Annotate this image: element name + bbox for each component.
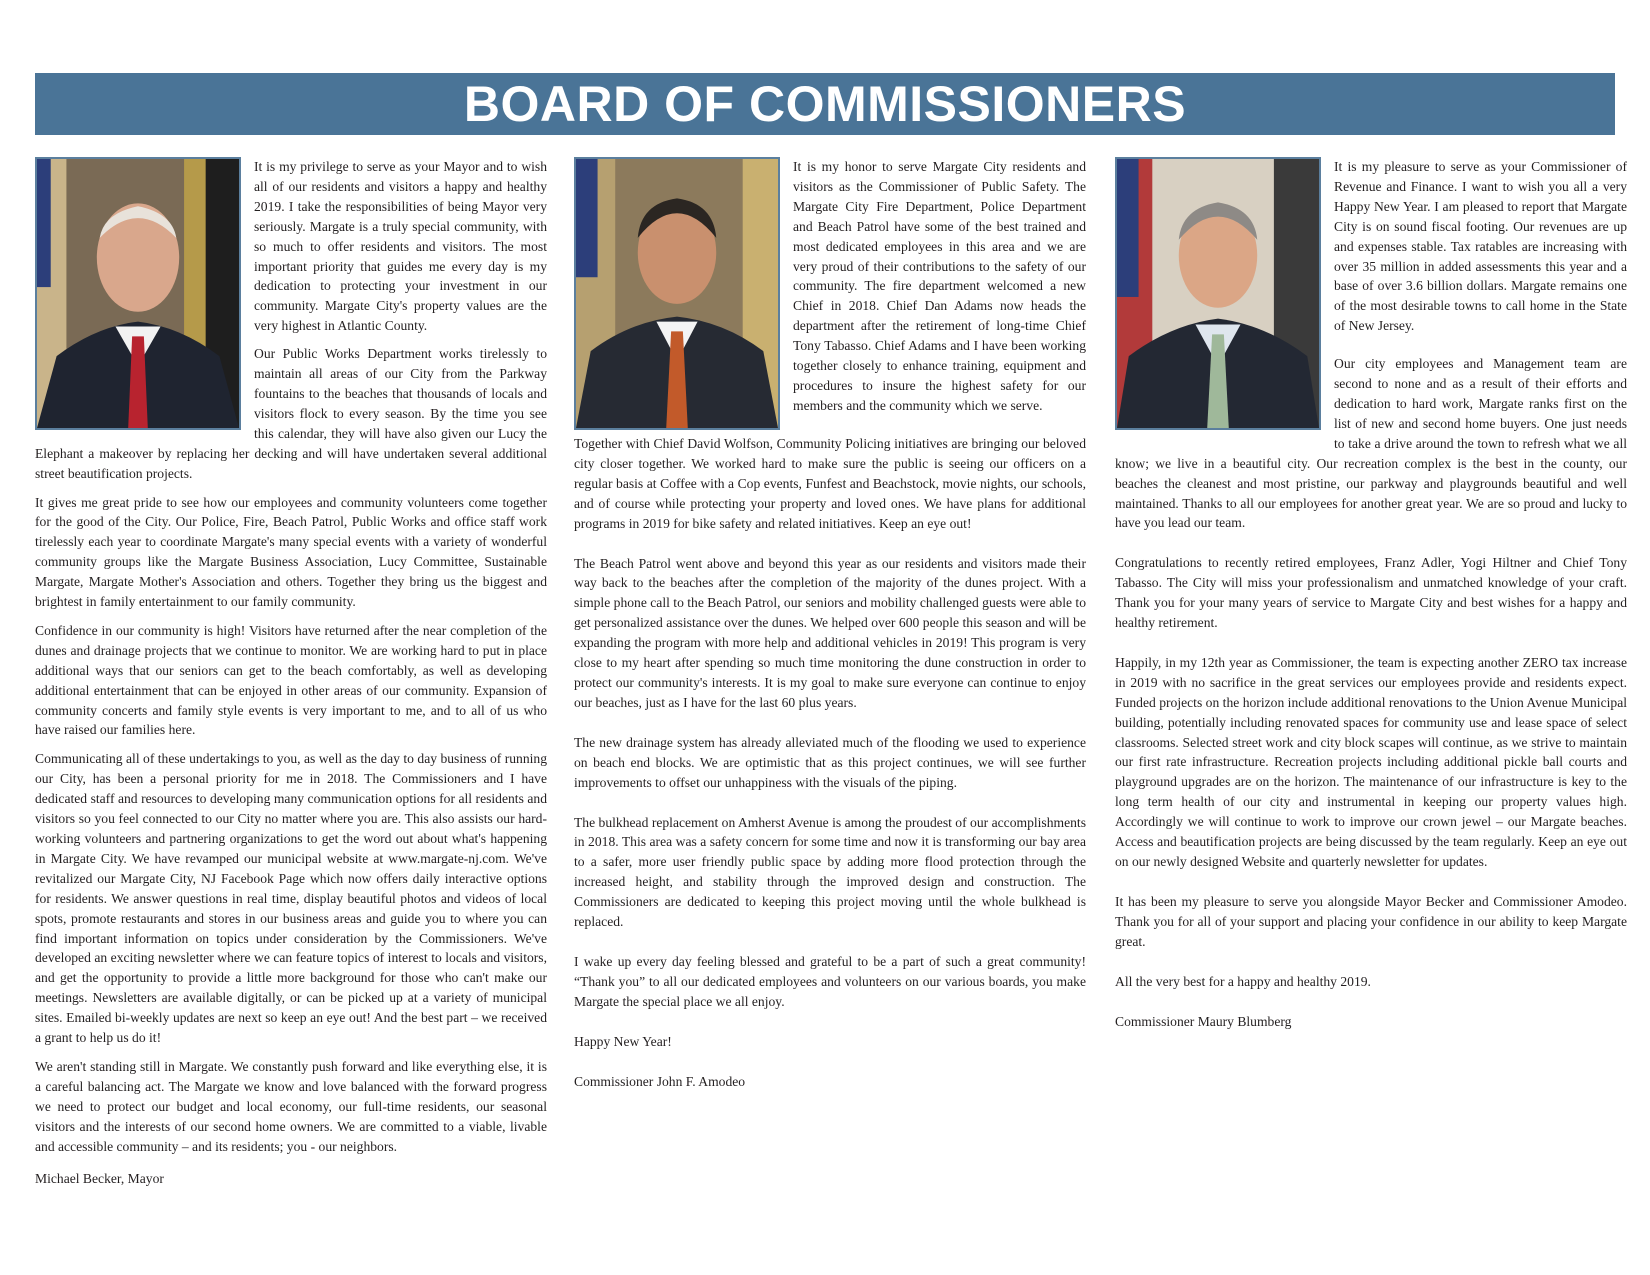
- blumberg-signature: Commissioner Maury Blumberg: [1115, 1013, 1292, 1029]
- blumberg-paragraph-4: Happily, in my 12th year as Commissioner, the team is expecting another ZERO tax increase in 2019 with no sacrifice in the great services our employees provide and residents expect. Funded projects on the horizon include additional renovations to the Union Avenue Municipal building, potentially including renovated spaces for community use and lease space of select classrooms. Selected street work and city block scapes will continue, as we strive to maintain our first rate infrastructure. Recreation projects including additional pickle ball courts and playground upgrades are on the horizon. The maintenance of our infrastructure is key to the long term health of our city and instrumental in keeping our property values high. Accordingly we will continue to work to improve our crown jewel – our Margate beaches. Access and beautification projects are being discussed by the team regularly. Keep an eye out on our newly designed Website and quarterly newsletter for updates.: [1115, 654, 1627, 869]
- blumberg-column: [1115, 157, 1627, 1051]
- amodeo-paragraph-4: The new drainage system has already alleviated much of the flooding we used to experience on beach end blocks. We are optimistic that as this project continues, we will see further improvements to offset our unhappiness with the visuals of the piping.: [574, 734, 1086, 790]
- blumberg-paragraph-1: It is my pleasure to serve as your Commissioner of Revenue and Finance. I want to wish you all a very Happy New Year. I am pleased to report that Margate City is on sound fiscal footing. Our revenues are up and expenses stable. Tax ratables are increasing with over 35 million in added assessments this year and a base of over 3.6 billion dollars. Margate remains one of the most desirable towns to call home in the State of New Jersey.: [1334, 159, 1627, 334]
- mayor-column: [35, 157, 547, 1197]
- mayor-paragraph-3: It gives me great pride to see how our employees and community volunteers come together for the good of the City. Our Police, Fire, Beach Patrol, Public Works and office staff work tirelessly each year to coordinate Margate's many special events with a variety of wonderful community groups like the Margate Business Association, Lucy Committee, Sustainable Margate, Margate Mother's Association and others. Together they bring us the biggest and brightest in family entertainment to our family community.: [35, 494, 547, 610]
- mayor-paragraph-2: Our Public Works Department works tirelessly to maintain all areas of our City from the Parkway fountains to the beaches that thousands of locals and visitors flock to every season. By the time you see this calendar, they will have also given our Lucy the Elephant a makeover by replacing her decking and will have undertaken several additional street beautification projects.: [35, 346, 547, 481]
- blumberg-paragraph-2: Our city employees and Management team are second to none and as a result of their efforts and dedication to hard work, Margate ranks first on the list of new and second home buyers. One just needs to take a drive around the town to refresh what we all know; we live in a beautiful city. Our recreation complex is the best in the county, our beaches the cleanest and most pristine, our parkway and playgrounds beautiful and well maintained. Thanks to all our employees for another great year. We are so proud and lucky to have you lead our team.: [1115, 356, 1627, 531]
- mayor-signature: Michael Becker, Mayor: [35, 1170, 164, 1186]
- title-banner: [35, 73, 1615, 135]
- page-title: BOARD OF COMMISSIONERS: [463, 76, 1187, 132]
- amodeo-paragraph-6: I wake up every day feeling blessed and grateful to be a part of such a great community! “Thank you” to all our dedicated employees and volunteers on our various boards, you make Margate the special place we all enjoy.: [574, 953, 1086, 1009]
- amodeo-paragraph-1: It is my honor to serve Margate City residents and visitors as the Commissioner of Public Safety. The Margate City Fire Department, Police Department and Beach Patrol have some of the best trained and most dedicated employees in this area and we are very proud of their contributions to the safety of our community. The fire department welcomed a new Chief in 2018. Chief Dan Adams now heads the department after the retirement of long-time Chief Tony Tabasso. Chief Adams and I have been working together closely to enhance training, equipment and procedures to insure the highest safety for our members and the community which we serve.: [793, 159, 1086, 413]
- amodeo-photo: [574, 157, 780, 430]
- mayor-paragraph-4: Confidence in our community is high! Visitors have returned after the near completion of the dunes and drainage projects that we continue to monitor. We are working hard to put in place additional ways that our seniors can get to the beach comfortably, as well as developing additional entertainment that can be enjoyed in other areas of our community. Expansion of community concerts and family style events is very important to me, and to all of us who have raised our families here.: [35, 622, 547, 738]
- amodeo-paragraph-7: Happy New Year!: [574, 1033, 672, 1049]
- mayor-paragraph-5: Communicating all of these undertakings to you, as well as the day to day business of running our City, has been a personal priority for me in 2018. The Commissioners and I have dedicated staff and resources to developing many communication options for all residents and visitors so you feel connected to our City no matter where you are. This also assists our hard-working volunteers and partnering organizations to get the word out about what's happening in Margate City. We have revamped our municipal website at www.margate-nj.com. We've revitalized our Margate City, NJ Facebook Page which now offers daily interactive options for residents. We answer questions in real time, display beautiful photos and videos of local spots, promote restaurants and stores in our business areas and guide you to where you can find important information on topics under consideration by the Commissioners. We've developed an exciting newsletter where we can feature topics of interest to locals and visitors, and get the opportunity to provide a little more background for those who can't make our meetings. Newsletters are available digitally, or can be picked up at a variety of municipal sites. Emailed bi-weekly updates are next so keep an eye out! And the best part – we received a grant to help us do it!: [35, 751, 547, 1046]
- mayor-paragraph-6: We aren't standing still in Margate. We constantly push forward and like everything else, it is a careful balancing act. The Margate we know and love balanced with the forward progress we need to protect our budget and local economy, our full-time residents, our seasonal visitors and the interests of our second home owners. We are committed to a viable, livable and accessible community – and its residents; you - our neighbors.: [35, 1058, 547, 1154]
- mayor-paragraph-1: It is my privilege to serve as your Mayor and to wish all of our residents and visitors a happy and healthy 2019. I take the responsibilities of being Mayor very seriously. Margate is a truly special community, with so much to offer residents and visitors. The most important priority that guides me every day is my dedication to protecting your investment in our community. Margate City's property values are the very highest in Atlantic County.: [254, 159, 547, 334]
- blumberg-paragraph-6: All the very best for a happy and healthy 2019.: [1115, 973, 1371, 989]
- amodeo-paragraph-5: The bulkhead replacement on Amherst Avenue is among the proudest of our accomplishments in 2018. This area was a safety concern for some time and now it is transforming our bay area to a safer, more user friendly public space by adding more flood protection through the increased height, and stability through the improved design and construction. The Commissioners are dedicated to keeping this project moving until the whole bulkhead is replaced.: [574, 814, 1086, 930]
- amodeo-paragraph-3: The Beach Patrol went above and beyond this year as our residents and visitors made their way back to the beaches after the completion of the majority of the dunes project. With a simple phone call to the Beach Patrol, our seniors and mobility challenged guests were able to get personalized assistance over the dunes. We helped over 600 people this season and will be expanding the program with more help and additional vehicles in 2019! This program is very close to my heart after spending so much time monitoring the dune construction in order to protect our community's interests. It is my goal to make sure everyone can continue to enjoy our beaches, just as I have for the last 60 plus years.: [574, 555, 1086, 710]
- blumberg-paragraph-5: It has been my pleasure to serve you alongside Mayor Becker and Commissioner Amodeo. Thank you for all of your support and placing your confidence in our ability to keep Margate great.: [1115, 893, 1627, 949]
- mayor-photo: [35, 157, 241, 430]
- blumberg-paragraph-3: Congratulations to recently retired employees, Franz Adler, Yogi Hiltner and Chief Tony Tabasso. The City will miss your professionalism and unmatched knowledge of your craft. Thank you for your many years of service to Margate City and best wishes for a happy and healthy retirement.: [1115, 555, 1627, 631]
- blumberg-photo: [1115, 157, 1321, 430]
- amodeo-column: [574, 157, 1086, 1111]
- amodeo-paragraph-2: Together with Chief David Wolfson, Community Policing initiatives are bringing our beloved city closer together. We worked hard to make sure the public is seeing our officers on a regular basis at Coffee with a Cop events, Funfest and Beachstock, movie nights, our schools, and of course while protecting your property and loved ones. We have plans for additional programs in 2019 for bike safety and related initiatives. Keep an eye out!: [574, 436, 1086, 531]
- amodeo-signature: Commissioner John F. Amodeo: [574, 1073, 746, 1089]
